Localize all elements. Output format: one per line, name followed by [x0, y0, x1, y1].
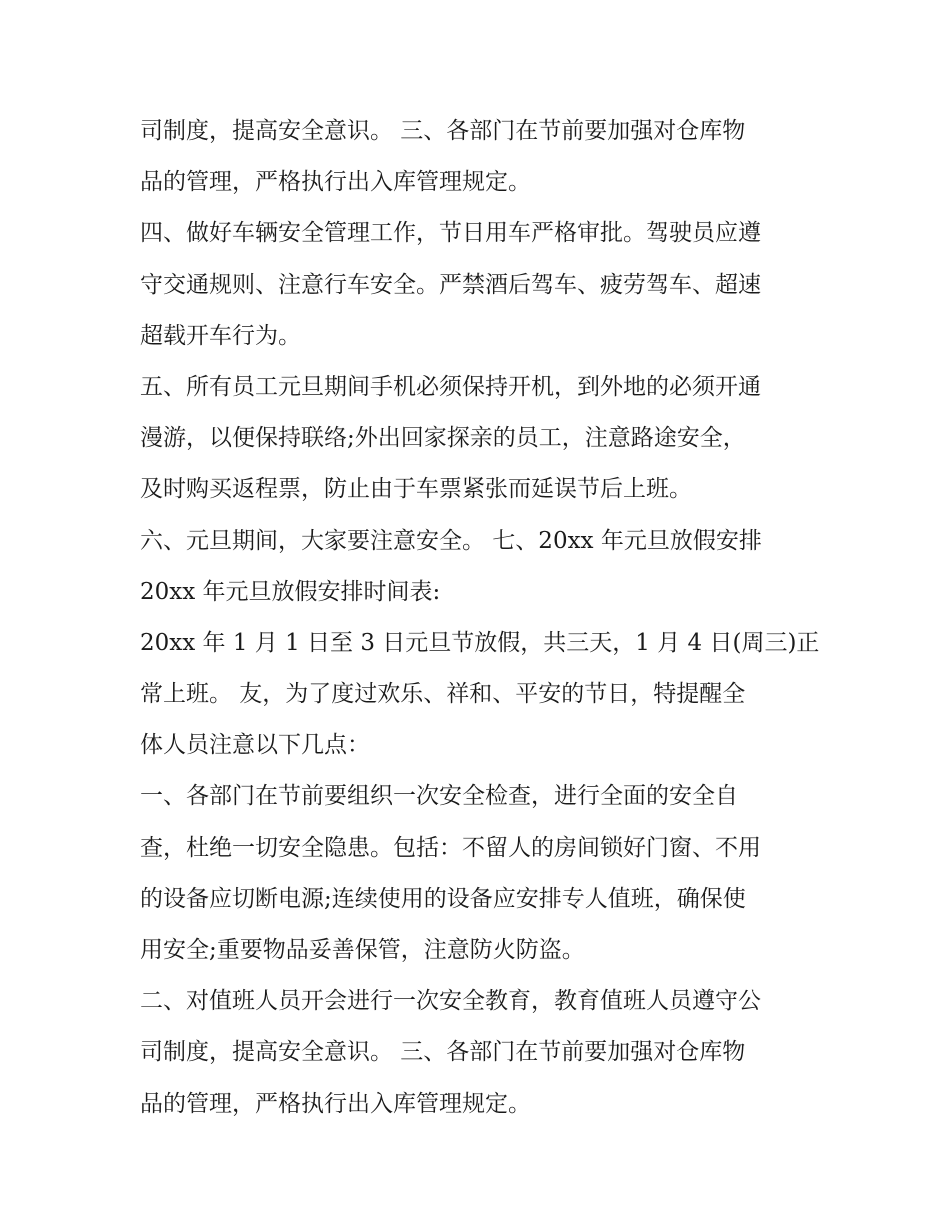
text-line: 20xx 年 1 月 1 日至 3 日元旦节放假，共三天，1 月 4 日(周三)正: [140, 629, 820, 656]
text-line: 查，杜绝一切安全隐患。包括：不留人的房间锁好门窗、不用: [140, 834, 761, 861]
text-line: 司制度，提高安全意识。 三、各部门在节前要加强对仓库物: [140, 1039, 746, 1066]
text-line: 的设备应切断电源;连续使用的设备应安排专人值班，确保使: [140, 885, 746, 912]
text-line: 品的管理，严格执行出入库管理规定。: [140, 169, 531, 196]
text-line: 漫游，以便保持联络;外出回家探亲的员工，注意路途安全，: [140, 425, 746, 452]
text-line: 常上班。 友，为了度过欢乐、祥和、平安的节日，特提醒全: [140, 681, 746, 708]
text-line: 五、所有员工元旦期间手机必须保持开机，到外地的必须开通: [140, 373, 761, 400]
text-line: 一、各部门在节前要组织一次安全检查，进行全面的安全自: [140, 783, 738, 810]
text-line: 用安全;重要物品妥善保管，注意防火防盗。: [140, 937, 585, 963]
text-line: 体人员注意以下几点：: [140, 732, 370, 759]
text-line: 四、做好车辆安全管理工作，节日用车严格审批。驾驶员应遵: [140, 220, 761, 247]
text-line: 守交通规则、注意行车安全。严禁酒后驾车、疲劳驾车、超速: [140, 271, 761, 298]
text-line: 六、元旦期间，大家要注意安全。 七、20xx 年元旦放假安排: [140, 527, 762, 554]
document-body: [140, 106, 830, 1130]
text-line: 二、对值班人员开会进行一次安全教育，教育值班人员遵守公: [140, 988, 761, 1015]
text-line: 品的管理，严格执行出入库管理规定。: [140, 1090, 531, 1117]
text-line: 超载开车行为。: [140, 322, 301, 349]
text-line: 司制度，提高安全意识。 三、各部门在节前要加强对仓库物: [140, 118, 746, 144]
text-line: 20xx 年元旦放假安排时间表:: [140, 578, 441, 605]
text-line: 及时购买返程票，防止由于车票紧张而延误节后上班。: [140, 476, 692, 503]
